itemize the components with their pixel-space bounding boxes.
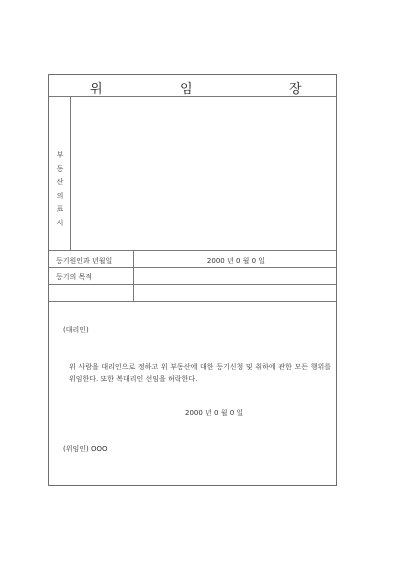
registration-purpose-field[interactable] <box>135 268 336 284</box>
property-section-divider <box>49 250 336 251</box>
property-label-char-2: 동 <box>56 164 64 173</box>
registration-purpose-label: 등기의 목적 <box>56 273 93 281</box>
property-label-char-3: 산 <box>56 178 64 186</box>
delegation-statement: 위 사람을 대리인으로 정하고 위 부동산에 대한 등기신청 및 취하에 관한 모든 행위를 위임한다. 또한 복대리인 선임을 허락한다. <box>69 363 331 383</box>
property-label-char-1: 부 <box>56 151 64 159</box>
property-description-label <box>54 149 66 230</box>
power-of-attorney-form <box>48 74 337 486</box>
property-label-char-6: 시 <box>56 218 64 227</box>
title-char-2: 임 <box>180 82 193 97</box>
blank-row-field[interactable] <box>135 285 336 300</box>
delegation-section-divider <box>49 301 336 302</box>
title-char-1: 위 <box>90 82 103 97</box>
delegator-label: (위임인) OOO <box>63 445 108 453</box>
property-label-char-4: 의 <box>56 191 64 200</box>
delegation-date: 2000 년 0 월 0 일 <box>185 409 244 417</box>
label-value-divider <box>133 250 134 301</box>
property-description-field[interactable] <box>71 97 336 249</box>
title-char-3: 장 <box>289 82 302 97</box>
property-label-char-5: 표 <box>56 205 64 213</box>
registration-cause-label: 등기원인과 년월일 <box>56 257 113 265</box>
registration-cause-date: 2000 년 0 월 0 일 <box>206 257 266 265</box>
agent-label: (대리인) <box>63 326 89 334</box>
